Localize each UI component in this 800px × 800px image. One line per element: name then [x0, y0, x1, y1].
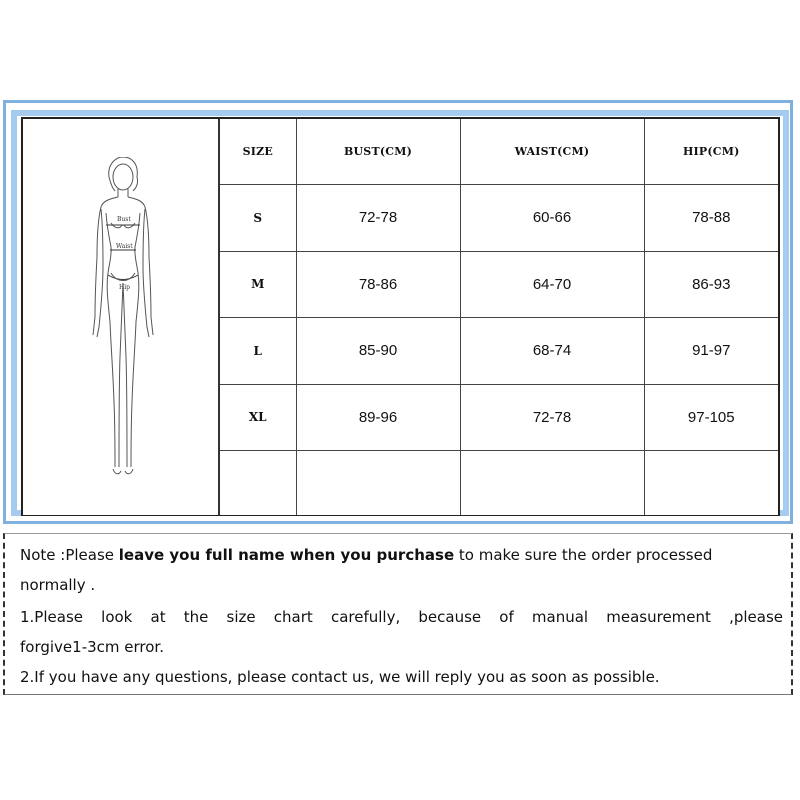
- hip-cell: 91-97: [644, 317, 778, 384]
- note-item-1-line-1: 1.Please look at the size chart carefully, because of manual measurement ,please: [20, 608, 783, 626]
- waist-cell: 68-74: [460, 317, 644, 384]
- bust-cell: 89-96: [296, 384, 460, 450]
- size-cell: [220, 450, 296, 515]
- size-cell: M: [220, 251, 296, 317]
- hip-cell: 86-93: [644, 251, 778, 317]
- header-size: SIZE: [220, 119, 296, 184]
- header-bust: BUST(CM): [296, 119, 460, 184]
- waist-cell: 64-70: [460, 251, 644, 317]
- body-figure-cell: [23, 119, 220, 515]
- body-measurement-figure: [73, 157, 173, 482]
- note-continuation: normally .: [20, 576, 96, 594]
- table-row: [220, 251, 778, 317]
- hip-label: Hip: [119, 284, 130, 291]
- header-hip: HIP(CM): [644, 119, 778, 184]
- bust-cell: 72-78: [296, 184, 460, 251]
- table-row: [220, 384, 778, 450]
- table-row: [220, 450, 778, 515]
- size-chart: [21, 117, 780, 516]
- note-item-1-line-2: forgive1-3cm error.: [20, 638, 164, 656]
- size-cell: L: [220, 317, 296, 384]
- hip-cell: [644, 450, 778, 515]
- waist-cell: 72-78: [460, 384, 644, 450]
- note-suffix: to make sure the order processed: [454, 546, 713, 564]
- size-table: [220, 119, 778, 515]
- bust-label: Bust: [117, 216, 131, 223]
- note-prefix: Note :Please: [20, 546, 119, 564]
- note-line: [20, 546, 783, 564]
- table-row: [220, 317, 778, 384]
- note-bold-text: leave you full name when you purchase: [118, 546, 455, 564]
- bust-cell: [296, 450, 460, 515]
- hip-cell: 97-105: [644, 384, 778, 450]
- table-header-row: [220, 119, 778, 184]
- waist-cell: 60-66: [460, 184, 644, 251]
- header-waist: WAIST(CM): [460, 119, 644, 184]
- size-cell: XL: [220, 384, 296, 450]
- notes-box: [3, 533, 793, 695]
- waist-label: Waist: [116, 243, 133, 250]
- note-item-2: 2.If you have any questions, please contact us, we will reply you as soon as possible.: [20, 668, 660, 686]
- bust-cell: 85-90: [296, 317, 460, 384]
- table-row: [220, 184, 778, 251]
- waist-cell: [460, 450, 644, 515]
- bust-cell: 78-86: [296, 251, 460, 317]
- hip-cell: 78-88: [644, 184, 778, 251]
- size-cell: S: [220, 184, 296, 251]
